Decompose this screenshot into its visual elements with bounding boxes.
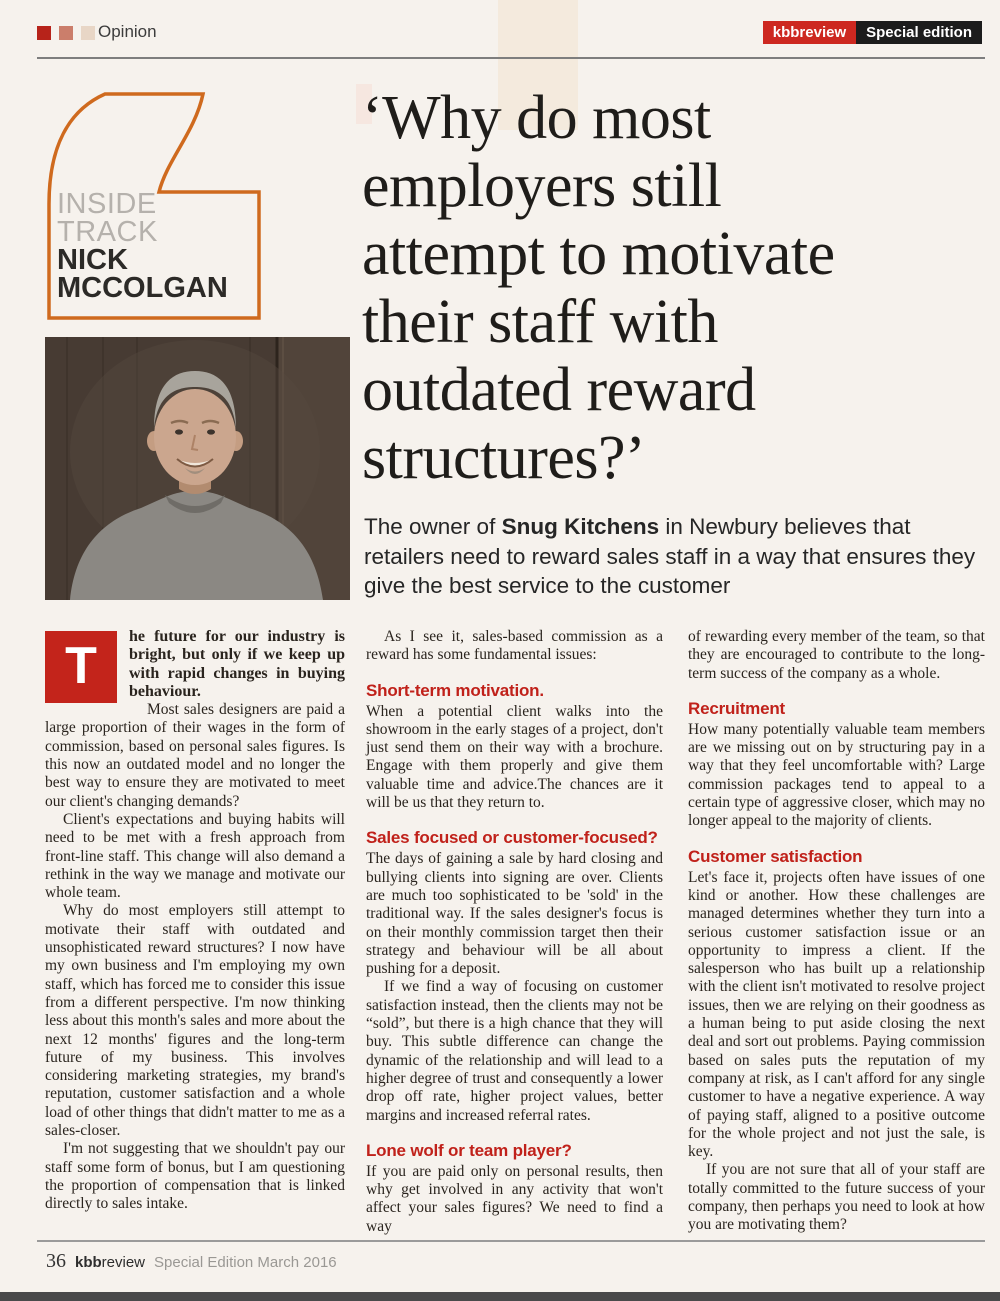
headline <box>362 84 992 492</box>
footer-rule <box>37 1240 985 1242</box>
standfirst-text: The owner of <box>364 514 502 539</box>
section-subhead: Customer satisfaction <box>688 846 863 866</box>
body-paragraph: Most sales designers are paid a large proportion of their wages in the form of commission, based on personal sales figures. Is this now an outdated model and no longer the best way to ensure they are motivated to meet our client's changing demands? <box>45 701 345 810</box>
body-paragraph: T he future for our industry is bright, but only if we keep up with rapid changes in buying behaviour. <box>45 628 345 701</box>
body-paragraph: The days of gaining a sale by hard closing and bullying clients into signing are over. Clients are much too sophisticated to be 'sold' in the traditional way. If the sales designer's focus is on their monthly commission target then their strategy and behaviour will be all about pushing for a deposit. <box>366 850 663 978</box>
page-bottom-edge <box>0 1292 1000 1301</box>
author-photo <box>45 337 350 600</box>
body-paragraph: How many potentially valuable team members are we missing out on by structuring pay in a way that they feel uncomfortable with? Large commission packages tend to appeal to a certain type of aggressive closer, which may no longer appeal to the majority of clients. <box>688 720 985 830</box>
section-label: Opinion <box>98 22 157 41</box>
headline-line: attempt to motivate <box>362 220 835 288</box>
section-subhead: Short-term motivation. <box>366 680 544 700</box>
footer <box>46 1250 337 1273</box>
headline-line: structures?’ <box>362 424 646 492</box>
body-paragraph: If we find a way of focusing on customer satisfaction instead, then the clients may not be “sold”, but there is a high chance that they will buy. This subtle difference can change the dynamic of the relationship and will lead to a higher degree of trust and consequently a lower drop off rate, higher project values, better margins and increased referral rates. <box>366 978 663 1124</box>
footer-brand <box>75 1254 145 1271</box>
square-icon <box>37 26 51 40</box>
section-subhead: Sales focused or customer-focused? <box>366 828 658 848</box>
body-paragraph: If you are paid only on personal results, then why get involved in any activity that won't affect your sales figures? We need to find a way <box>366 1162 663 1235</box>
body-paragraph: of rewarding every member of the team, so that they are encouraged to contribute to the long-term success of the company as a whole. <box>688 628 985 682</box>
square-icon <box>81 26 95 40</box>
header-rule <box>37 57 985 59</box>
author-last-name: MCCOLGAN <box>57 272 228 304</box>
kicker-block <box>57 190 228 302</box>
headline-line: employers still <box>362 152 722 220</box>
headline-line: their staff with <box>362 288 718 356</box>
body-paragraph: Client's expectations and buying habits will need to be met with a fresh approach from front-line staff. This change will also demand a rethink in the way we manage and motivate our whole team. <box>45 810 345 902</box>
drop-cap: T <box>45 631 117 703</box>
article-column <box>688 628 985 1235</box>
section-marker-squares <box>37 26 95 40</box>
section-subhead: Lone wolf or team player? <box>366 1140 572 1160</box>
edition-badge: Special edition <box>856 21 982 44</box>
standfirst <box>364 512 988 601</box>
kicker-line: TRACK <box>57 216 158 248</box>
body-paragraph: Let's face it, projects often have issues of one kind or another. How these challenges are managed determines whether they turn into a serious customer satisfaction issue or an opportunity to impress a client. If the salesperson who has built up a relationship with the client isn't motivated to resolve project issues, then we are relying on their goodness as a human being to put aside closing the next deal and sort out problems. Paying commission based on sales puts the reputation of my company at risk, as I can't afford for any single customer to have a negative experience. A way of paying staff, aligned to a positive outcome for the whole project and not just the sale, is key. <box>688 868 985 1161</box>
brand-badge: kbbreview <box>763 21 856 44</box>
body-paragraph: Why do most employers still attempt to motivate their staff with outdated and unsophisticated reward structures? I now have my own business and I'm employing my own staff, which has forced me to consider this issue from a different perspective. I'm now thinking less about this month's sales and more about the next 12 months' figures and the long-term future of my business. This involves considering marketing strategies, my brand's reputation, customer satisfaction and a whole load of other things that didn't matter to me as a sales-closer. <box>45 902 345 1140</box>
headline-line: ‘Why do most <box>362 84 711 152</box>
footer-issue: Special Edition March 2016 <box>154 1254 337 1271</box>
headline-line: outdated reward <box>362 356 756 424</box>
header-badges <box>763 21 982 44</box>
article-column <box>45 628 345 1214</box>
body-paragraph: When a potential client walks into the showroom in the early stages of a project, don't just send them on their way with a brochure. Engage with them properly and give them valuable time and advice.The chances are it will be us that they return to. <box>366 702 663 812</box>
section-subhead: Recruitment <box>688 698 785 718</box>
body-paragraph: I'm not suggesting that we shouldn't pay our staff some form of bonus, but I am questioning the proportion of compensation that is linked directly to sales intake. <box>45 1140 345 1213</box>
author-first-name: NICK <box>57 244 128 276</box>
square-icon <box>59 26 73 40</box>
page-number: 36 <box>46 1250 66 1272</box>
kicker-line: INSIDE <box>57 188 157 220</box>
body-paragraph: If you are not sure that all of your staff are totally committed to the future success of your company, then perhaps you need to look at how you are motivating them? <box>688 1161 985 1234</box>
body-paragraph: As I see it, sales-based commission as a reward has some fundamental issues: <box>366 628 663 664</box>
standfirst-bold: Snug Kitchens <box>501 514 660 539</box>
standfirst-text: in Newbury believes that retailers need to reward sales staff in a way that ensures they give the best service to the customer <box>364 514 976 598</box>
footer-brand-bold: kbb <box>75 1254 102 1271</box>
article-column <box>366 628 663 1236</box>
footer-brand-regular: review <box>101 1254 146 1271</box>
